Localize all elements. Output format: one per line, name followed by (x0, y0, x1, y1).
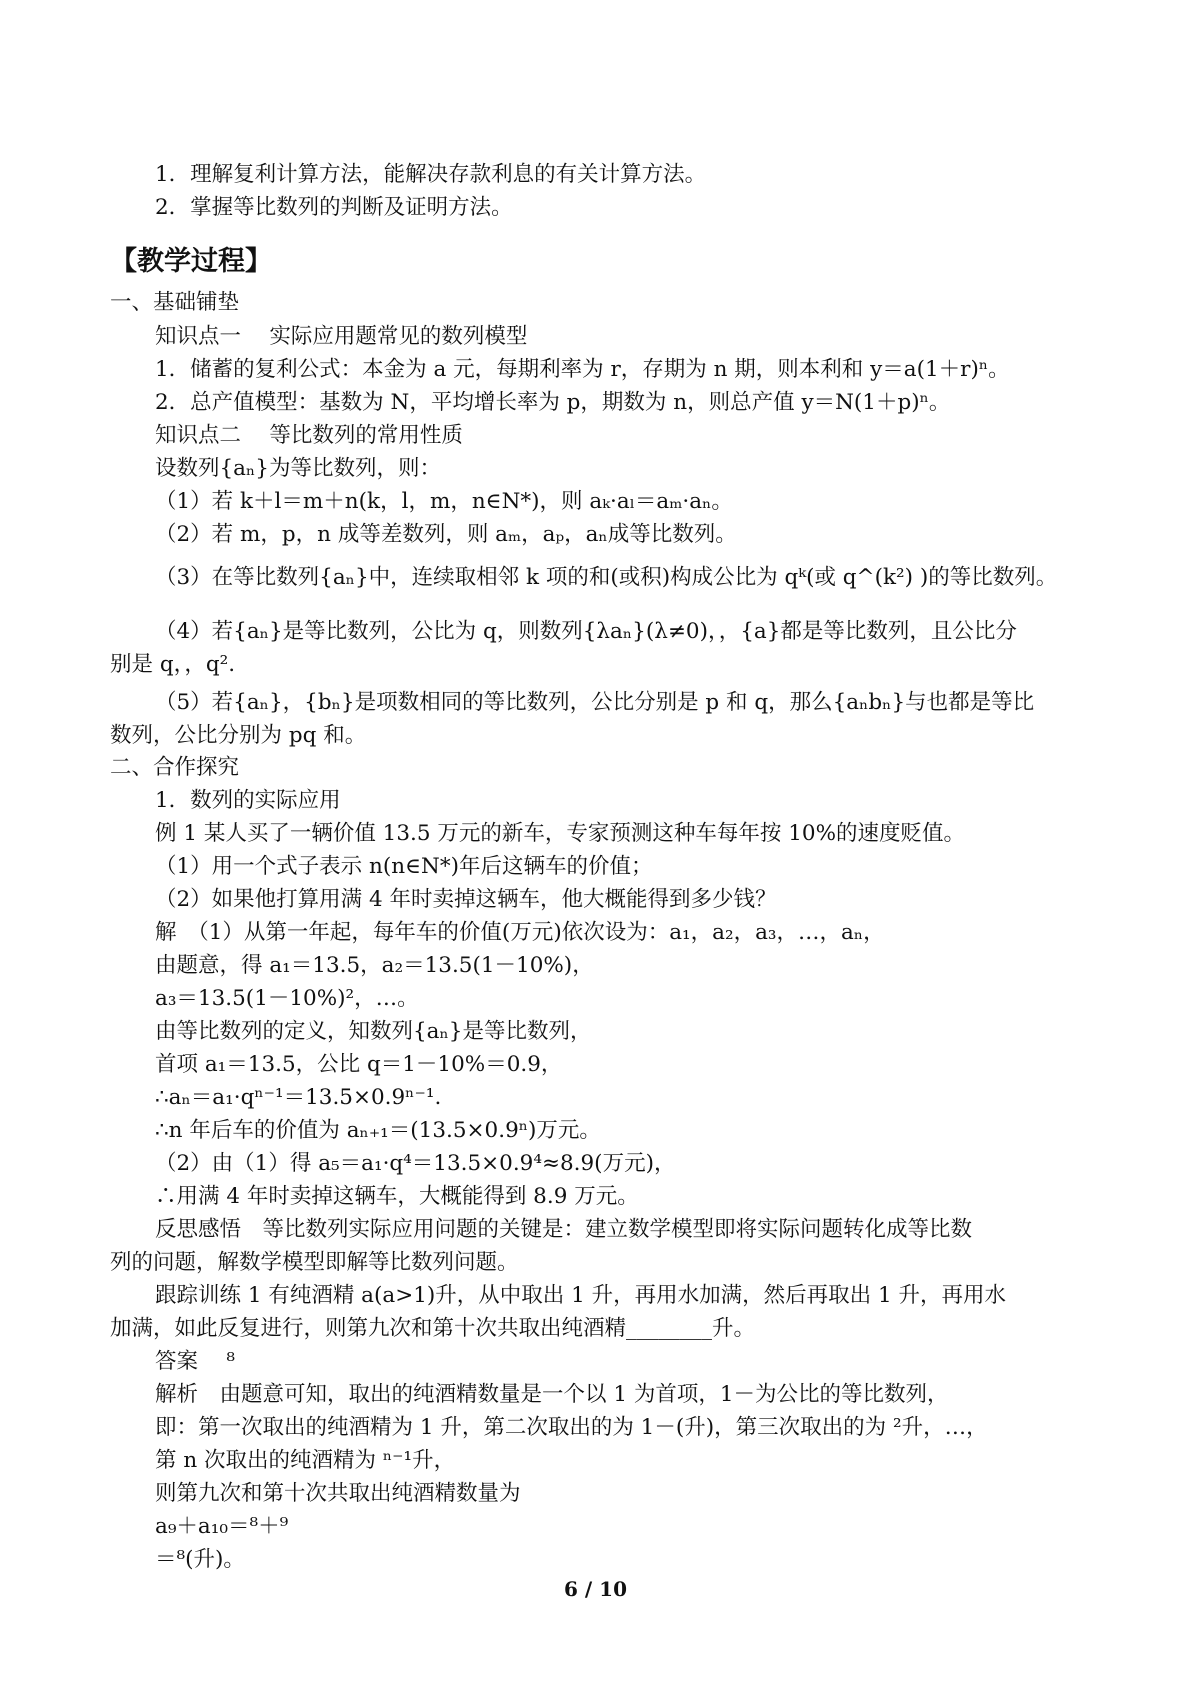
text-line: a₉＋a₁₀＝⁸＋⁹ (155, 1514, 289, 1539)
text-line: ∴用满 4 年时卖掉这辆车，大概能得到 8.9 万元。 (155, 1184, 639, 1209)
text-line: 跟踪训练 1 有纯酒精 a(a>1)升，从中取出 1 升，再用水加满，然后再取出 1 升，再用水 (155, 1283, 1006, 1308)
text-line: 即：第一次取出的纯酒精为 1 升，第二次取出的为 1－(升)，第三次取出的为 ²升，…， (155, 1415, 988, 1440)
text-line: （2）如果他打算用满 4 年时卖掉这辆车，他大概能得到多少钱？ (155, 887, 777, 912)
text-line: 由题意，得 a₁＝13.5，a₂＝13.5(1－10%)， (155, 953, 594, 978)
text-line: 别是 q，，q². (110, 652, 236, 677)
text-line: （2）由（1）得 a₅＝a₁·q⁴＝13.5×0.9⁴≈8.9(万元)， (155, 1151, 676, 1176)
text-line: 由等比数列的定义，知数列{aₙ}是等比数列， (155, 1019, 592, 1044)
text-line: 列的问题，解数学模型即解等比数列问题。 (110, 1250, 519, 1275)
text-line: （1）若 k＋l＝m＋n(k，l，m，n∈N*)，则 aₖ·aₗ＝aₘ·aₙ。 (155, 489, 733, 514)
text-line: 2．掌握等比数列的判断及证明方法。 (155, 195, 513, 220)
text-line: 答案 ⁸ (155, 1349, 235, 1374)
text-line: （5）若{aₙ}，{bₙ}是项数相同的等比数列，公比分别是 p 和 q，那么{aₙbₙ}与也都是等比 (155, 690, 1035, 715)
section-heading: 【教学过程】 (110, 246, 272, 277)
text-line: （1）用一个式子表示 n(n∈N*)年后这辆车的价值； (155, 854, 653, 879)
text-line: a₃＝13.5(1－10%)²，…。 (155, 986, 419, 1011)
text-line: ＝⁸(升)。 (155, 1547, 245, 1572)
page-number: 6 / 10 (564, 1577, 627, 1601)
text-line: 例 1 某人买了一辆价值 13.5 万元的新车，专家预测这种车每年按 10%的速度贬值。 (155, 821, 966, 846)
text-line: 1．理解复利计算方法，能解决存款利息的有关计算方法。 (155, 162, 707, 187)
text-line: 1．数列的实际应用 (155, 788, 341, 813)
text-line: 数列，公比分别为 pq 和。 (110, 723, 367, 748)
text-line: 反思感悟 等比数列实际应用问题的关键是：建立数学模型即将实际问题转化成等比数 (155, 1217, 973, 1242)
text-line: 2．总产值模型：基数为 N，平均增长率为 p，期数为 n，则总产值 y＝N(1＋p)ⁿ。 (155, 390, 951, 415)
text-line: （3）在等比数列{aₙ}中，连续取相邻 k 项的和(或积)构成公比为 qᵏ(或 q^(k²) )的等比数列。 (155, 565, 1058, 590)
text-line: 首项 a₁＝13.5，公比 q＝1－10%＝0.9， (155, 1052, 563, 1077)
text-line: ∴n 年后车的价值为 aₙ₊₁＝(13.5×0.9ⁿ)万元。 (155, 1118, 601, 1143)
text-line: 解 （1）从第一年起，每年车的价值(万元)依次设为：a₁，a₂，a₃，…，aₙ， (155, 920, 885, 945)
text-line: （2）若 m，p，n 成等差数列，则 aₘ，aₚ，aₙ成等比数列。 (155, 522, 737, 547)
text-line: ∴aₙ＝a₁·qⁿ⁻¹＝13.5×0.9ⁿ⁻¹. (155, 1085, 442, 1110)
text-line: 加满，如此反复进行，则第九次和第十次共取出纯酒精________升。 (110, 1316, 756, 1341)
text-line: 1．储蓄的复利公式：本金为 a 元，每期利率为 r，存期为 n 期，则本利和 y＝a(1＋r)ⁿ。 (155, 357, 1010, 382)
text-line: 设数列{aₙ}为等比数列，则： (155, 456, 441, 481)
text-line: 知识点一 实际应用题常见的数列模型 (155, 324, 528, 349)
text-line: 则第九次和第十次共取出纯酒精数量为 (155, 1481, 521, 1506)
text-line: （4）若{aₙ}是等比数列，公比为 q，则数列{λaₙ}(λ≠0)，，{a}都是等比数列，且公比分 (155, 619, 1017, 644)
text-line: 一、基础铺垫 (110, 290, 240, 315)
text-line: 解析 由题意可知，取出的纯酒精数量是一个以 1 为首项，1－为公比的等比数列， (155, 1382, 949, 1407)
text-line: 知识点二 等比数列的常用性质 (155, 423, 463, 448)
text-line: 第 n 次取出的纯酒精为 ⁿ⁻¹升， (155, 1448, 456, 1473)
text-line: 二、合作探究 (110, 755, 240, 780)
